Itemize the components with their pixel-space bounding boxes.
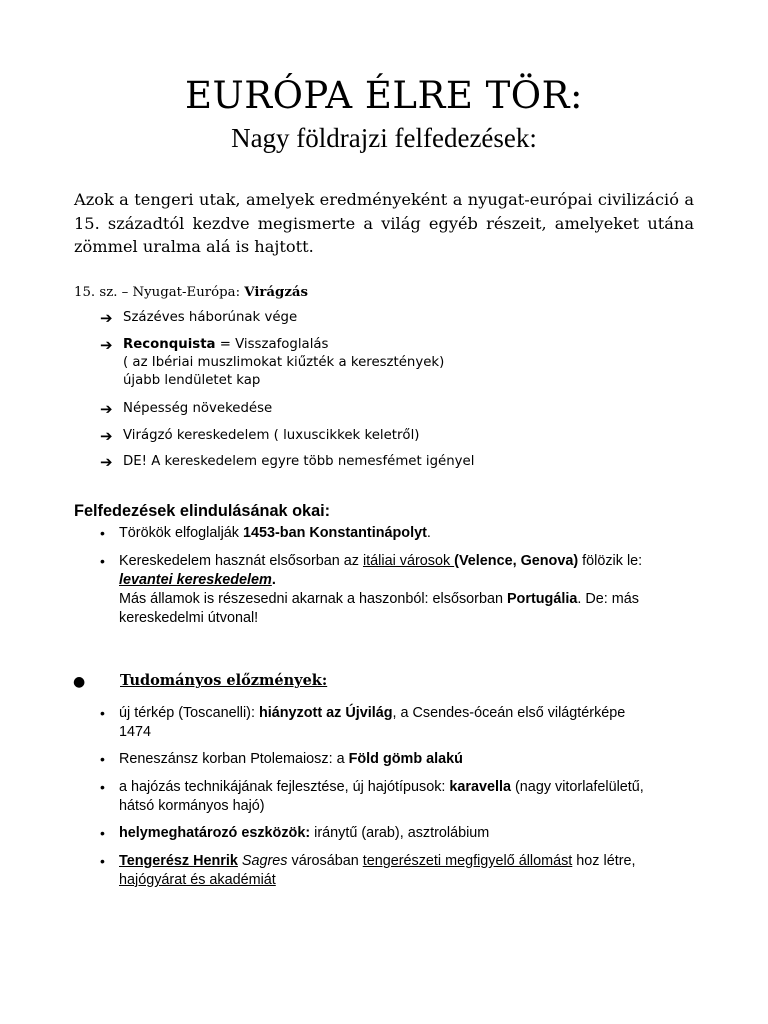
reconquista-sub-1: ( az Ibériai muszlimokat kiűzték a keresztények) — [123, 355, 445, 370]
bullet-icon: • — [100, 553, 105, 569]
list-item-text — [119, 824, 697, 843]
arrow-item — [100, 453, 474, 471]
bullet-icon: • — [100, 825, 105, 841]
text-run: fölözik le: — [578, 553, 643, 569]
arrow-item — [100, 427, 419, 445]
reconquista-text: = Visszafoglalás — [215, 337, 329, 352]
page-subtitle: Nagy földrajzi felfedezések: — [231, 123, 537, 153]
bullet-icon: • — [100, 751, 105, 767]
arrow-item-text: Virágzó kereskedelem ( luxuscikkek keletről) — [123, 428, 420, 443]
text-run-bold: . — [271, 572, 276, 588]
text-run: Törökök elfoglalják — [119, 525, 243, 541]
arrow-right-icon: ➔ — [100, 309, 113, 327]
arrow-right-icon: ➔ — [100, 336, 113, 354]
arrow-item — [100, 309, 297, 327]
century-line — [74, 284, 308, 302]
text-run-underline: tengerészeti megfigyelő állomást — [362, 853, 573, 869]
text-run: városában — [287, 853, 363, 869]
text-run: Kereskedelem hasznát elsősorban az — [119, 553, 363, 569]
list-item-text — [119, 524, 697, 543]
arrow-item — [100, 400, 272, 418]
text-run-bold: helymeghatározó eszközök: — [119, 825, 311, 841]
text-run-bold: karavella — [449, 779, 512, 795]
science-heading: Tudományos előzmények: — [120, 672, 328, 689]
text-run-bold: Portugália — [506, 591, 578, 607]
levantei-kereskedelem: levantei kereskedelem — [119, 572, 272, 588]
text-run: , a Csendes-óceán első világtérképe — [392, 705, 626, 721]
bullet-icon: • — [100, 853, 105, 869]
text-run: iránytű (arab), asztrolábium — [310, 825, 490, 841]
text-run: kereskedelmi útvonal! — [119, 610, 259, 626]
bullet-icon: • — [100, 525, 105, 541]
text-run: . De: más — [577, 591, 639, 607]
reconquista-sub-2: újabb lendületet kap — [123, 373, 261, 388]
arrow-right-icon: ➔ — [100, 427, 113, 445]
arrow-right-icon: ➔ — [100, 400, 113, 418]
century-bold: Virágzás — [244, 285, 309, 300]
bullet-icon: • — [100, 705, 105, 721]
text-run-bold: Föld gömb alakú — [348, 751, 463, 767]
bullet-icon: • — [100, 779, 105, 795]
science-bullet-icon: ● — [73, 674, 86, 690]
arrow-item — [100, 336, 444, 390]
arrow-item-text: Népesség növekedése — [123, 401, 273, 416]
text-run-italic: Sagres — [241, 853, 288, 869]
text-run: a hajózás technikájának fejlesztése, új hajótípusok: — [119, 779, 450, 795]
century-prefix: 15. sz. – Nyugat-Európa: — [74, 285, 245, 300]
text-run-underline: itáliai városok — [362, 553, 455, 569]
list-item-text — [119, 852, 697, 890]
text-run: Reneszánsz korban Ptolemaiosz: a — [119, 751, 349, 767]
text-run: új térkép (Toscanelli): — [119, 705, 259, 721]
list-item-text — [119, 552, 697, 628]
text-run: Más államok is részesedni akarnak a haszonból: elsősorban — [119, 591, 507, 607]
reconquista-bold: Reconquista — [123, 337, 216, 352]
arrow-item-text: DE! A kereskedelem egyre több nemesfémet igényel — [123, 454, 475, 469]
text-run: hoz létre, — [572, 853, 636, 869]
list-item-text — [119, 750, 697, 769]
text-run-bold: hiányzott az Újvilág — [258, 705, 393, 721]
text-run-bold-underline: Tengerész Henrik — [119, 853, 238, 869]
arrow-item-text — [123, 336, 444, 390]
text-run: (nagy vitorlafelületű, — [511, 779, 644, 795]
arrow-right-icon: ➔ — [100, 453, 113, 471]
causes-heading: Felfedezések elindulásának okai: — [74, 502, 331, 520]
intro-paragraph: Azok a tengeri utak, amelyek eredményeként a nyugat-európai civilizáció a 15. századtól kezdve megismerte a világ egyéb részeit, amelyeket utána zömmel uralma alá is hajtott. — [74, 190, 694, 256]
text-run-underline: hajógyárat és akadémiát — [119, 872, 276, 888]
list-item-text — [119, 704, 697, 742]
text-run: . — [426, 525, 431, 541]
text-run-bold: 1453-ban Konstantinápolyt — [242, 525, 427, 541]
text-run: hátsó kormányos hajó) — [119, 798, 265, 814]
text-run-bold: (Velence, Genova) — [454, 553, 579, 569]
arrow-item-text: Százéves háborúnak vége — [123, 310, 298, 325]
list-item-text — [119, 778, 697, 816]
text-run: 1474 — [119, 724, 152, 740]
page-title: EURÓPA ÉLRE TÖR: — [185, 74, 583, 117]
